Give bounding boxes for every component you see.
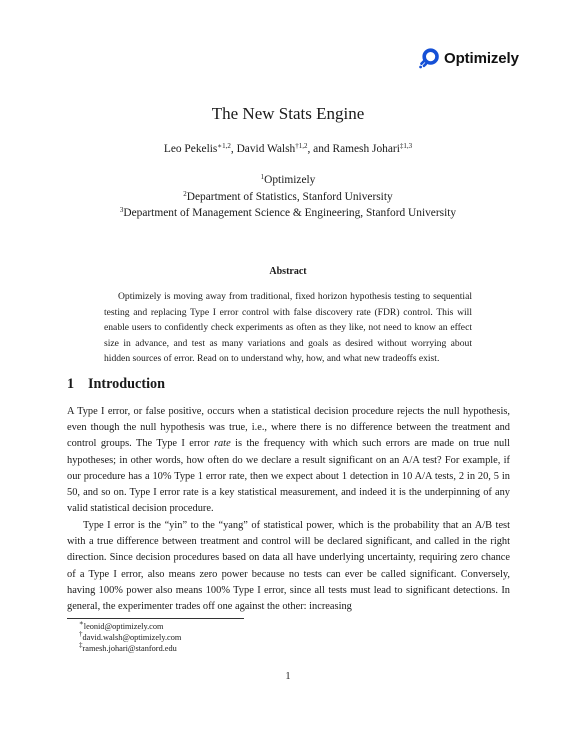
body-paragraph: Type I error is the “yin” to the “yang” of statistical power, which is the probability that an A/B test with a true difference between treatment and control will be declared significant, and called in the right direction. Since decision procedures based on data all have underlying uncertainty, requiring zero chance of a Type I error, also means zero power because no tests can ever be called significant. Conversely, having 100% power also means 100% Type I error, since all tests must lead to significant detections. In general, the experimenter trades off one against the other: increasing (67, 520, 510, 613)
footnote-mark: ‡ (79, 641, 83, 649)
affiliation-number: 3 (119, 206, 124, 214)
author-list (0, 143, 576, 155)
emphasis-text: rate (213, 438, 231, 450)
author-mark: †1,2 (295, 142, 308, 150)
affiliation-text: Department of Statistics, Stanford University (186, 191, 393, 203)
footnote-mark: ∗ (79, 619, 84, 627)
section-title: Introduction (88, 376, 165, 392)
author-mark: ‡1,3 (399, 142, 413, 150)
author-name: David Walsh (236, 143, 296, 155)
page-number: 1 (285, 671, 291, 682)
affiliation (0, 191, 576, 203)
abstract-heading: Abstract (269, 266, 307, 277)
body-paragraph (67, 404, 510, 517)
brand-name: Optimizely (444, 49, 519, 67)
footnote-rule (67, 618, 244, 619)
author-mark: ∗1,2 (217, 142, 231, 150)
affiliation-text: Department of Management Science & Engineering, Stanford University (123, 207, 457, 219)
footnote (79, 632, 181, 643)
author-name: Leo Pekelis (163, 143, 218, 155)
affiliation (0, 174, 576, 186)
footnote-mark: † (79, 630, 83, 638)
footnote-email: leonid@optimizely.com (83, 622, 164, 631)
footnote-email: david.walsh@optimizely.com (82, 633, 182, 642)
abstract-text: Optimizely is moving away from traditional, fixed horizon hypothesis testing to sequential testing and replacing Type I error control with false discovery rate (FDR) control. This will enable users to confidently check experiments as often as they like, not need to know an effect size in advance, and test as many variations and goals as desired without worrying about hidden sources of error. Read on to understand why, how, and what new tradeoffs exist. (104, 291, 472, 365)
optimizely-logo-icon (417, 46, 441, 70)
paragraph-text: is the frequency with which such errors are made on true null hypotheses; in other words, how often do we declare a result significant on an A/A test? For example, if our procedure has a 10% Type 1 error rate, then we expect about 1 detection in 10 A/A tests, 2 in 20, 5 in 50, and so on. Type I error rate is a key statistical measurement, and indeed it is the underpinning of any valid statistical decision procedure. (67, 438, 511, 515)
optimizely-logo (417, 43, 519, 73)
paper-title: The New Stats Engine (211, 104, 365, 123)
section-number: 1 (67, 376, 75, 392)
paragraph-text: A Type I error, or false positive, occurs when a statistical decision procedure rejects the null hypothesis, even though the null hypothesis was true, i.e., where there is no difference between the treatment and control groups. The Type I error (67, 406, 510, 450)
affiliation-number: 2 (183, 190, 187, 198)
author-separator: , (230, 143, 237, 155)
footnote-email: ramesh.johari@stanford.edu (82, 644, 177, 653)
footnote (79, 621, 163, 632)
affiliation (0, 207, 576, 219)
author-name: Ramesh Johari (332, 143, 400, 155)
affiliation-number: 1 (260, 173, 265, 181)
affiliation-text: Optimizely (264, 174, 316, 186)
author-separator: , and (307, 143, 333, 155)
footnote (79, 643, 177, 654)
section-heading (67, 376, 165, 393)
